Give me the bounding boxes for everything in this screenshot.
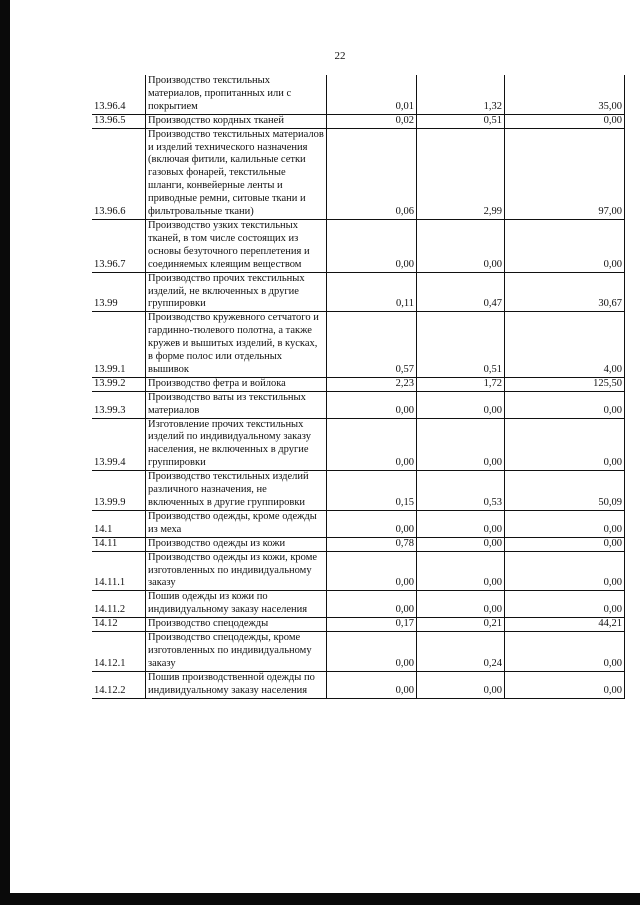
row-value-3: 97,00 — [505, 128, 625, 219]
row-code: 13.99 — [92, 272, 146, 312]
row-name: Производство кружевного сетчатого и гардинно-тюлевого полотна, а также кружев и вышитых изделий, в кусках, в форме полос или отдельных вышивок — [146, 312, 327, 378]
scan-bottom-band — [0, 893, 640, 905]
row-value-1: 0,17 — [327, 618, 417, 632]
row-name: Производство спецодежды, кроме изготовленных по индивидуальному заказу — [146, 632, 327, 672]
row-name: Пошив одежды из кожи по индивидуальному заказу населения — [146, 591, 327, 618]
row-value-2: 0,53 — [417, 471, 505, 511]
row-value-2: 0,24 — [417, 632, 505, 672]
row-name: Производство одежды из кожи — [146, 537, 327, 551]
table-row — [92, 591, 625, 618]
row-code: 13.96.6 — [92, 128, 146, 219]
row-code: 14.12.2 — [92, 671, 146, 698]
table-body — [92, 75, 625, 698]
row-value-2: 1,72 — [417, 377, 505, 391]
table-row — [92, 75, 625, 114]
row-value-1: 0,01 — [327, 75, 417, 114]
row-name: Производство текстильных изделий различного назначения, не включенных в другие группировки — [146, 471, 327, 511]
row-code: 13.96.5 — [92, 114, 146, 128]
row-code: 13.96.4 — [92, 75, 146, 114]
row-value-1: 0,00 — [327, 591, 417, 618]
row-name: Производство одежды из кожи, кроме изготовленных по индивидуальному заказу — [146, 551, 327, 591]
row-value-2: 0,00 — [417, 391, 505, 418]
row-value-1: 0,02 — [327, 114, 417, 128]
row-value-1: 0,11 — [327, 272, 417, 312]
table-row — [92, 537, 625, 551]
row-code: 13.99.4 — [92, 418, 146, 471]
row-code: 13.99.2 — [92, 377, 146, 391]
table-row — [92, 671, 625, 698]
row-value-3: 125,50 — [505, 377, 625, 391]
row-value-3: 44,21 — [505, 618, 625, 632]
row-value-2: 0,00 — [417, 510, 505, 537]
row-value-3: 0,00 — [505, 671, 625, 698]
row-name: Производство одежды, кроме одежды из меха — [146, 510, 327, 537]
row-code: 13.96.7 — [92, 219, 146, 272]
table-row — [92, 418, 625, 471]
row-name: Производство ваты из текстильных материалов — [146, 391, 327, 418]
row-value-1: 0,06 — [327, 128, 417, 219]
row-value-1: 0,78 — [327, 537, 417, 551]
table-row — [92, 471, 625, 511]
row-value-1: 2,23 — [327, 377, 417, 391]
row-name: Производство текстильных материалов, пропитанных или с покрытием — [146, 75, 327, 114]
table-row — [92, 272, 625, 312]
table-row — [92, 377, 625, 391]
table-row — [92, 219, 625, 272]
table-row — [92, 551, 625, 591]
row-code: 13.99.3 — [92, 391, 146, 418]
row-value-2: 0,51 — [417, 312, 505, 378]
row-value-2: 0,00 — [417, 537, 505, 551]
row-value-2: 0,00 — [417, 219, 505, 272]
table-row — [92, 391, 625, 418]
row-name: Производство узких текстильных тканей, в том числе состоящих из основы безуточного переплетения и соединяемых клеящим веществом — [146, 219, 327, 272]
row-value-3: 0,00 — [505, 551, 625, 591]
row-value-3: 0,00 — [505, 114, 625, 128]
row-value-1: 0,57 — [327, 312, 417, 378]
row-value-3: 0,00 — [505, 510, 625, 537]
row-value-3: 0,00 — [505, 391, 625, 418]
row-value-1: 0,00 — [327, 219, 417, 272]
row-code: 14.1 — [92, 510, 146, 537]
data-table — [92, 75, 625, 699]
row-name: Пошив производственной одежды по индивидуальному заказу населения — [146, 671, 327, 698]
row-code: 14.11.1 — [92, 551, 146, 591]
row-value-1: 0,00 — [327, 671, 417, 698]
row-value-1: 0,00 — [327, 510, 417, 537]
row-value-1: 0,00 — [327, 632, 417, 672]
row-name: Производство прочих текстильных изделий, не включенных в другие группировки — [146, 272, 327, 312]
row-value-2: 0,00 — [417, 551, 505, 591]
table-row — [92, 114, 625, 128]
row-code: 13.99.1 — [92, 312, 146, 378]
row-value-3: 0,00 — [505, 219, 625, 272]
row-name: Изготовление прочих текстильных изделий по индивидуальному заказу населения, не включенных в другие группировки — [146, 418, 327, 471]
table-row — [92, 128, 625, 219]
row-code: 14.12 — [92, 618, 146, 632]
row-value-3: 0,00 — [505, 632, 625, 672]
scan-left-border — [0, 0, 10, 905]
row-value-2: 2,99 — [417, 128, 505, 219]
row-value-3: 0,00 — [505, 591, 625, 618]
row-name: Производство текстильных материалов и изделий технического назначения (включая фитили, калильные сетки газовых фонарей, текстильные шланги, конвейерные ленты и приводные ремни, ситовые ткани и фильтровальные ткани) — [146, 128, 327, 219]
row-name: Производство кордных тканей — [146, 114, 327, 128]
row-value-1: 0,00 — [327, 418, 417, 471]
table-row — [92, 312, 625, 378]
row-code: 14.11.2 — [92, 591, 146, 618]
row-value-3: 0,00 — [505, 418, 625, 471]
row-value-1: 0,00 — [327, 391, 417, 418]
row-value-3: 0,00 — [505, 537, 625, 551]
table-row — [92, 632, 625, 672]
row-code: 14.11 — [92, 537, 146, 551]
row-code: 14.12.1 — [92, 632, 146, 672]
row-value-2: 0,00 — [417, 418, 505, 471]
row-value-2: 0,00 — [417, 671, 505, 698]
row-value-2: 1,32 — [417, 75, 505, 114]
row-value-3: 50,09 — [505, 471, 625, 511]
row-value-2: 0,47 — [417, 272, 505, 312]
row-value-1: 0,15 — [327, 471, 417, 511]
row-name: Производство фетра и войлока — [146, 377, 327, 391]
table-row — [92, 618, 625, 632]
row-value-2: 0,00 — [417, 591, 505, 618]
row-value-1: 0,00 — [327, 551, 417, 591]
row-value-3: 4,00 — [505, 312, 625, 378]
table-row — [92, 510, 625, 537]
row-value-3: 35,00 — [505, 75, 625, 114]
row-value-2: 0,21 — [417, 618, 505, 632]
row-code: 13.99.9 — [92, 471, 146, 511]
row-name: Производство спецодежды — [146, 618, 327, 632]
row-value-2: 0,51 — [417, 114, 505, 128]
page-number: 22 — [334, 50, 346, 62]
row-value-3: 30,67 — [505, 272, 625, 312]
